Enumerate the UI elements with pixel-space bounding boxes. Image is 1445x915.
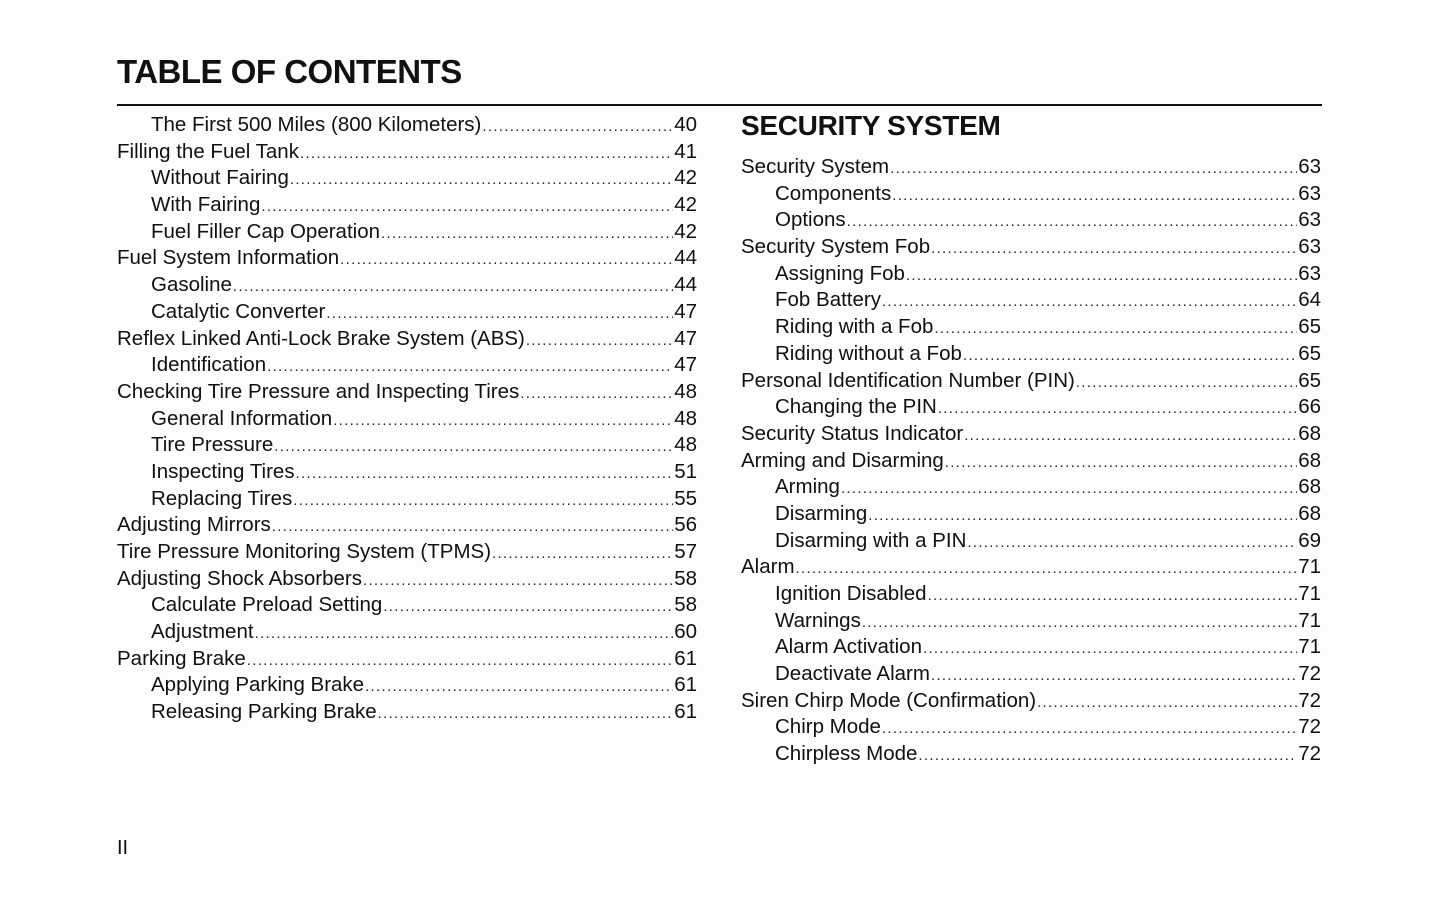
- toc-entry-label: Changing the PIN: [775, 395, 937, 419]
- toc-entry-label: Arming and Disarming: [741, 448, 944, 472]
- toc-entry[interactable]: [117, 192, 697, 219]
- dot-leader: [931, 663, 1297, 688]
- toc-left-column: [117, 112, 697, 726]
- dot-leader: [326, 301, 673, 326]
- dot-leader: [934, 316, 1297, 341]
- dot-leader: [290, 167, 673, 192]
- dot-leader: [892, 183, 1297, 208]
- toc-entry-page-number: 69: [1298, 528, 1321, 552]
- dot-leader: [261, 194, 673, 219]
- toc-entry-page-number: 56: [674, 513, 697, 537]
- toc-entry-page-number: 71: [1298, 635, 1321, 659]
- toc-entry[interactable]: [741, 554, 1321, 581]
- toc-entry[interactable]: [741, 154, 1321, 181]
- toc-entry-label: Calculate Preload Setting: [151, 593, 383, 617]
- toc-entry-page-number: 42: [674, 166, 697, 190]
- toc-right-column: [741, 112, 1321, 768]
- toc-entry-label: Alarm: [741, 555, 795, 579]
- toc-entry-page-number: 48: [674, 406, 697, 430]
- dot-leader: [247, 648, 673, 673]
- toc-entry[interactable]: [741, 394, 1321, 421]
- toc-entry[interactable]: [117, 379, 697, 406]
- toc-entry-label: Riding with a Fob: [775, 315, 934, 339]
- toc-entry-label: Inspecting Tires: [151, 459, 295, 483]
- page-title: TABLE OF CONTENTS: [117, 53, 462, 90]
- toc-entry-label: Chirpless Mode: [775, 742, 918, 766]
- toc-entry[interactable]: [117, 245, 697, 272]
- dot-leader: [233, 274, 673, 299]
- dot-leader: [520, 381, 673, 406]
- toc-entry-page-number: 61: [674, 700, 697, 724]
- toc-entry-page-number: 42: [674, 193, 697, 217]
- toc-entry-label: Adjusting Mirrors: [117, 513, 271, 537]
- dot-leader: [906, 263, 1297, 288]
- dot-leader: [868, 503, 1297, 528]
- toc-entry-label: General Information: [151, 406, 333, 430]
- toc-entry-label: Adjusting Shock Absorbers: [117, 566, 362, 590]
- toc-entry-label: Security System Fob: [741, 235, 931, 259]
- toc-entry-page-number: 65: [1298, 368, 1321, 392]
- toc-entry-page-number: 72: [1298, 742, 1321, 766]
- dot-leader: [267, 354, 673, 379]
- toc-entry-label: Reflex Linked Anti-Lock Brake System (ABS): [117, 326, 525, 350]
- dot-leader: [340, 247, 673, 272]
- dot-leader: [274, 434, 673, 459]
- dot-leader: [492, 541, 673, 566]
- toc-entry[interactable]: [741, 234, 1321, 261]
- toc-entry-page-number: 47: [674, 299, 697, 323]
- toc-entry[interactable]: [741, 501, 1321, 528]
- toc-entry-page-number: 63: [1298, 261, 1321, 285]
- toc-entry[interactable]: [117, 592, 697, 619]
- toc-entry-label: Chirp Mode: [775, 715, 881, 739]
- dot-leader: [847, 209, 1298, 234]
- toc-entry-page-number: 72: [1298, 688, 1321, 712]
- toc-entry[interactable]: [741, 608, 1321, 635]
- toc-entry-page-number: 63: [1298, 155, 1321, 178]
- toc-entry[interactable]: [741, 448, 1321, 475]
- toc-entry-page-number: 48: [674, 433, 697, 457]
- toc-entry-label: Fob Battery: [775, 288, 881, 312]
- toc-entry-label: Fuel System Information: [117, 246, 340, 270]
- dot-leader: [796, 556, 1298, 581]
- toc-entry-page-number: 71: [1298, 555, 1321, 579]
- toc-entry-label: Ignition Disabled: [775, 582, 927, 605]
- toc-entry[interactable]: [117, 486, 697, 513]
- toc-entry[interactable]: [117, 539, 697, 566]
- toc-entry[interactable]: [117, 672, 697, 699]
- toc-entry[interactable]: [741, 474, 1321, 501]
- toc-entry[interactable]: [117, 272, 697, 299]
- toc-entry-page-number: 47: [674, 326, 697, 350]
- toc-entry-label: Replacing Tires: [151, 486, 293, 510]
- dot-leader: [882, 289, 1297, 314]
- toc-entry-page-number: 48: [674, 379, 697, 403]
- toc-entry-page-number: 68: [1298, 421, 1321, 445]
- dot-leader: [300, 141, 673, 166]
- toc-entry-page-number: 63: [1298, 208, 1321, 232]
- toc-entry-page-number: 68: [1298, 475, 1321, 499]
- toc-entry-label: Security System: [741, 155, 890, 178]
- toc-entry-label: Assigning Fob: [775, 261, 905, 285]
- toc-entry-label: Siren Chirp Mode (Confirmation): [741, 688, 1037, 712]
- toc-entry-label: Arming: [775, 475, 840, 499]
- toc-entry-page-number: 40: [674, 113, 697, 136]
- toc-entry-page-number: 66: [1298, 395, 1321, 419]
- toc-entry-page-number: 61: [674, 673, 697, 697]
- toc-entry-label: Alarm Activation: [775, 635, 922, 659]
- toc-entry-label: Disarming with a PIN: [775, 528, 967, 552]
- toc-entry-label: Personal Identification Number (PIN): [741, 368, 1075, 392]
- toc-entry[interactable]: [117, 646, 697, 673]
- toc-entry-label: The First 500 Miles (800 Kilometers): [151, 113, 482, 136]
- page-number: II: [117, 837, 129, 859]
- toc-entry[interactable]: [117, 512, 697, 539]
- dot-leader: [945, 450, 1297, 475]
- toc-entry-label: Identification: [151, 353, 267, 377]
- dot-leader: [333, 408, 673, 433]
- toc-entry-label: Warnings: [775, 608, 861, 632]
- toc-entry-label: Gasoline: [151, 273, 232, 297]
- dot-leader: [365, 674, 673, 699]
- toc-right-list: [741, 154, 1321, 768]
- toc-entry[interactable]: [741, 581, 1321, 608]
- toc-entry-label: Security Status Indicator: [741, 421, 964, 445]
- toc-entry-label: With Fairing: [151, 193, 261, 217]
- toc-entry[interactable]: [741, 341, 1321, 368]
- dot-leader: [862, 610, 1297, 635]
- toc-entry[interactable]: [741, 368, 1321, 395]
- dot-leader: [964, 423, 1297, 448]
- toc-entry[interactable]: [117, 699, 697, 726]
- toc-entry[interactable]: [117, 165, 697, 192]
- toc-entry-page-number: 63: [1298, 235, 1321, 259]
- toc-entry-label: Filling the Fuel Tank: [117, 139, 299, 163]
- toc-entry-label: Fuel Filler Cap Operation: [151, 219, 381, 243]
- dot-leader: [882, 716, 1297, 741]
- toc-entry-page-number: 68: [1298, 501, 1321, 525]
- toc-entry[interactable]: [117, 619, 697, 646]
- toc-entry-page-number: 65: [1298, 341, 1321, 365]
- toc-entry-page-number: 65: [1298, 315, 1321, 339]
- dot-leader: [378, 701, 674, 726]
- toc-entry[interactable]: [741, 688, 1321, 715]
- toc-entry-page-number: 58: [674, 593, 697, 617]
- toc-entry-page-number: 61: [674, 646, 697, 670]
- toc-entry-label: Riding without a Fob: [775, 341, 962, 365]
- toc-entry-label: Applying Parking Brake: [151, 673, 365, 697]
- toc-entry[interactable]: [117, 566, 697, 593]
- toc-entry-page-number: 41: [674, 139, 697, 163]
- dot-leader: [1037, 690, 1297, 715]
- dot-leader: [363, 568, 673, 593]
- dot-leader: [890, 156, 1297, 181]
- toc-entry-label: Adjustment: [151, 620, 254, 644]
- toc-entry-page-number: 72: [1298, 715, 1321, 739]
- toc-entry[interactable]: [117, 112, 697, 139]
- toc-entry-page-number: 63: [1298, 181, 1321, 205]
- toc-entry[interactable]: [741, 181, 1321, 208]
- toc-entry[interactable]: [741, 287, 1321, 314]
- toc-entry-page-number: 44: [674, 273, 697, 297]
- toc-entry-label: Deactivate Alarm: [775, 662, 930, 686]
- dot-leader: [482, 114, 673, 139]
- title-divider: [117, 104, 1322, 106]
- toc-entry[interactable]: [117, 326, 697, 353]
- toc-entry[interactable]: [117, 299, 697, 326]
- toc-entry[interactable]: [117, 432, 697, 459]
- toc-entry-page-number: 47: [674, 353, 697, 377]
- toc-entry-page-number: 51: [674, 459, 697, 483]
- dot-leader: [526, 328, 673, 353]
- toc-entry[interactable]: [741, 261, 1321, 288]
- toc-entry-label: Tire Pressure: [151, 433, 274, 457]
- dot-leader: [381, 221, 673, 246]
- dot-leader: [931, 236, 1297, 261]
- toc-entry-page-number: 55: [674, 486, 697, 510]
- toc-entry[interactable]: [741, 661, 1321, 688]
- dot-leader: [383, 594, 673, 619]
- toc-entry-label: Tire Pressure Monitoring System (TPMS): [117, 540, 492, 563]
- toc-entry[interactable]: [117, 139, 697, 166]
- toc-entry[interactable]: [741, 714, 1321, 741]
- dot-leader: [967, 530, 1297, 555]
- toc-entry-label: Options: [775, 208, 846, 232]
- toc-entry[interactable]: [117, 459, 697, 486]
- toc-entry-page-number: 58: [674, 566, 697, 590]
- toc-left-list: [117, 112, 697, 726]
- toc-entry-label: Catalytic Converter: [151, 299, 326, 323]
- dot-leader: [963, 343, 1297, 368]
- toc-entry-page-number: 57: [674, 540, 697, 563]
- toc-entry-page-number: 44: [674, 246, 697, 270]
- dot-leader: [272, 514, 673, 539]
- toc-entry[interactable]: [741, 421, 1321, 448]
- toc-entry-label: Parking Brake: [117, 646, 246, 670]
- toc-entry[interactable]: [741, 741, 1321, 768]
- toc-entry[interactable]: [741, 207, 1321, 234]
- dot-leader: [923, 636, 1297, 661]
- toc-entry[interactable]: [117, 352, 697, 379]
- toc-entry-label: Releasing Parking Brake: [151, 700, 377, 724]
- dot-leader: [255, 621, 674, 646]
- toc-entry[interactable]: [741, 314, 1321, 341]
- toc-entry[interactable]: [741, 528, 1321, 555]
- toc-entry[interactable]: [741, 634, 1321, 661]
- toc-entry-page-number: 64: [1298, 288, 1321, 312]
- toc-entry[interactable]: [117, 406, 697, 433]
- toc-entry-page-number: 71: [1298, 608, 1321, 632]
- section-heading: SECURITY SYSTEM: [741, 110, 1001, 141]
- toc-entry[interactable]: [117, 219, 697, 246]
- dot-leader: [938, 396, 1297, 421]
- dot-leader: [296, 461, 674, 486]
- toc-entry-label: Disarming: [775, 501, 868, 525]
- toc-entry-page-number: 60: [674, 620, 697, 644]
- toc-entry-label: Components: [775, 181, 892, 205]
- toc-entry-page-number: 42: [674, 219, 697, 243]
- toc-entry-label: Without Fairing: [151, 166, 289, 190]
- toc-entry-page-number: 72: [1298, 662, 1321, 686]
- dot-leader: [293, 488, 673, 513]
- toc-entry-page-number: 68: [1298, 448, 1321, 472]
- toc-entry-label: Checking Tire Pressure and Inspecting Tires: [117, 379, 520, 403]
- dot-leader: [1076, 370, 1297, 395]
- dot-leader: [841, 476, 1297, 501]
- dot-leader: [928, 583, 1298, 608]
- dot-leader: [918, 743, 1297, 768]
- toc-entry-page-number: 71: [1298, 582, 1321, 605]
